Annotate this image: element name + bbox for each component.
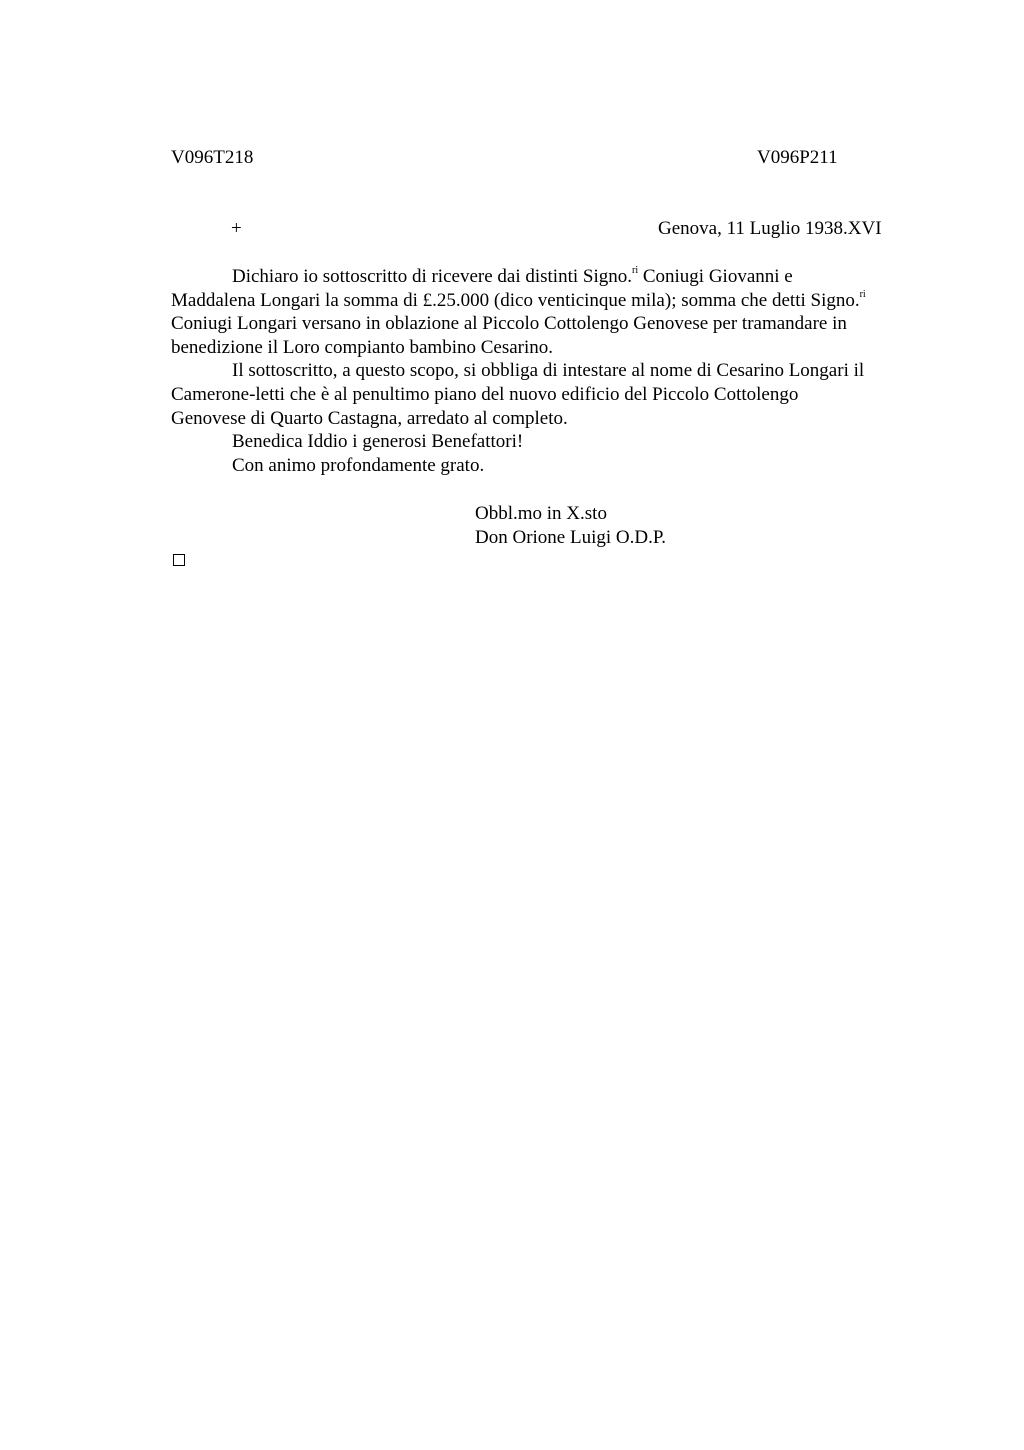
paragraph-2-line-1: Il sottoscritto, a questo scopo, si obbliga di intestare al nome di Cesarino Longari il [232, 360, 865, 382]
signature-block [475, 502, 666, 550]
paragraph-3: Benedica Iddio i generosi Benefattori! [232, 431, 524, 453]
paragraph-2-line-3: Genovese di Quarto Castagna, arredato al completo. [171, 407, 568, 429]
paragraph-2-line-2: Camerone-letti che è al penultimo piano del nuovo edificio del Piccolo Cottolengo [171, 383, 799, 405]
empty-box-icon [173, 554, 185, 566]
superscript: ri [859, 288, 866, 300]
signatory-name: Don Orione Luigi O.D.P. [475, 527, 667, 548]
paragraph-1-line-4: benedizione il Loro compianto bambino Cesarino. [171, 336, 554, 358]
paragraph-1-line-3: Coniugi Longari versano in oblazione al Piccolo Cottolengo Genovese per tramandare in [171, 313, 847, 335]
paragraph-4: Con animo profondamente grato. [232, 454, 485, 476]
paragraph-1-line-1: Dichiaro io sottoscritto di ricevere dai distinti Signo.$^{ri}$ Coniugi Giovanni e [232, 265, 793, 287]
document-reference-right: V096P211 [757, 147, 838, 168]
superscript: ri [631, 265, 639, 276]
closing-salutation: Obbl.mo in X.sto [475, 503, 607, 524]
letter-date: Genova, 11 Luglio 1938.XVI [658, 218, 882, 239]
document-reference-left: V096T218 [171, 147, 254, 168]
cross-symbol: + [231, 218, 242, 239]
paragraph-1-line-2: Maddalena Longari la somma di £.25.000 (dico venticinque mila); somma che detti Signo.$^{ri}$ [171, 288, 866, 311]
letter-body [171, 265, 941, 477]
